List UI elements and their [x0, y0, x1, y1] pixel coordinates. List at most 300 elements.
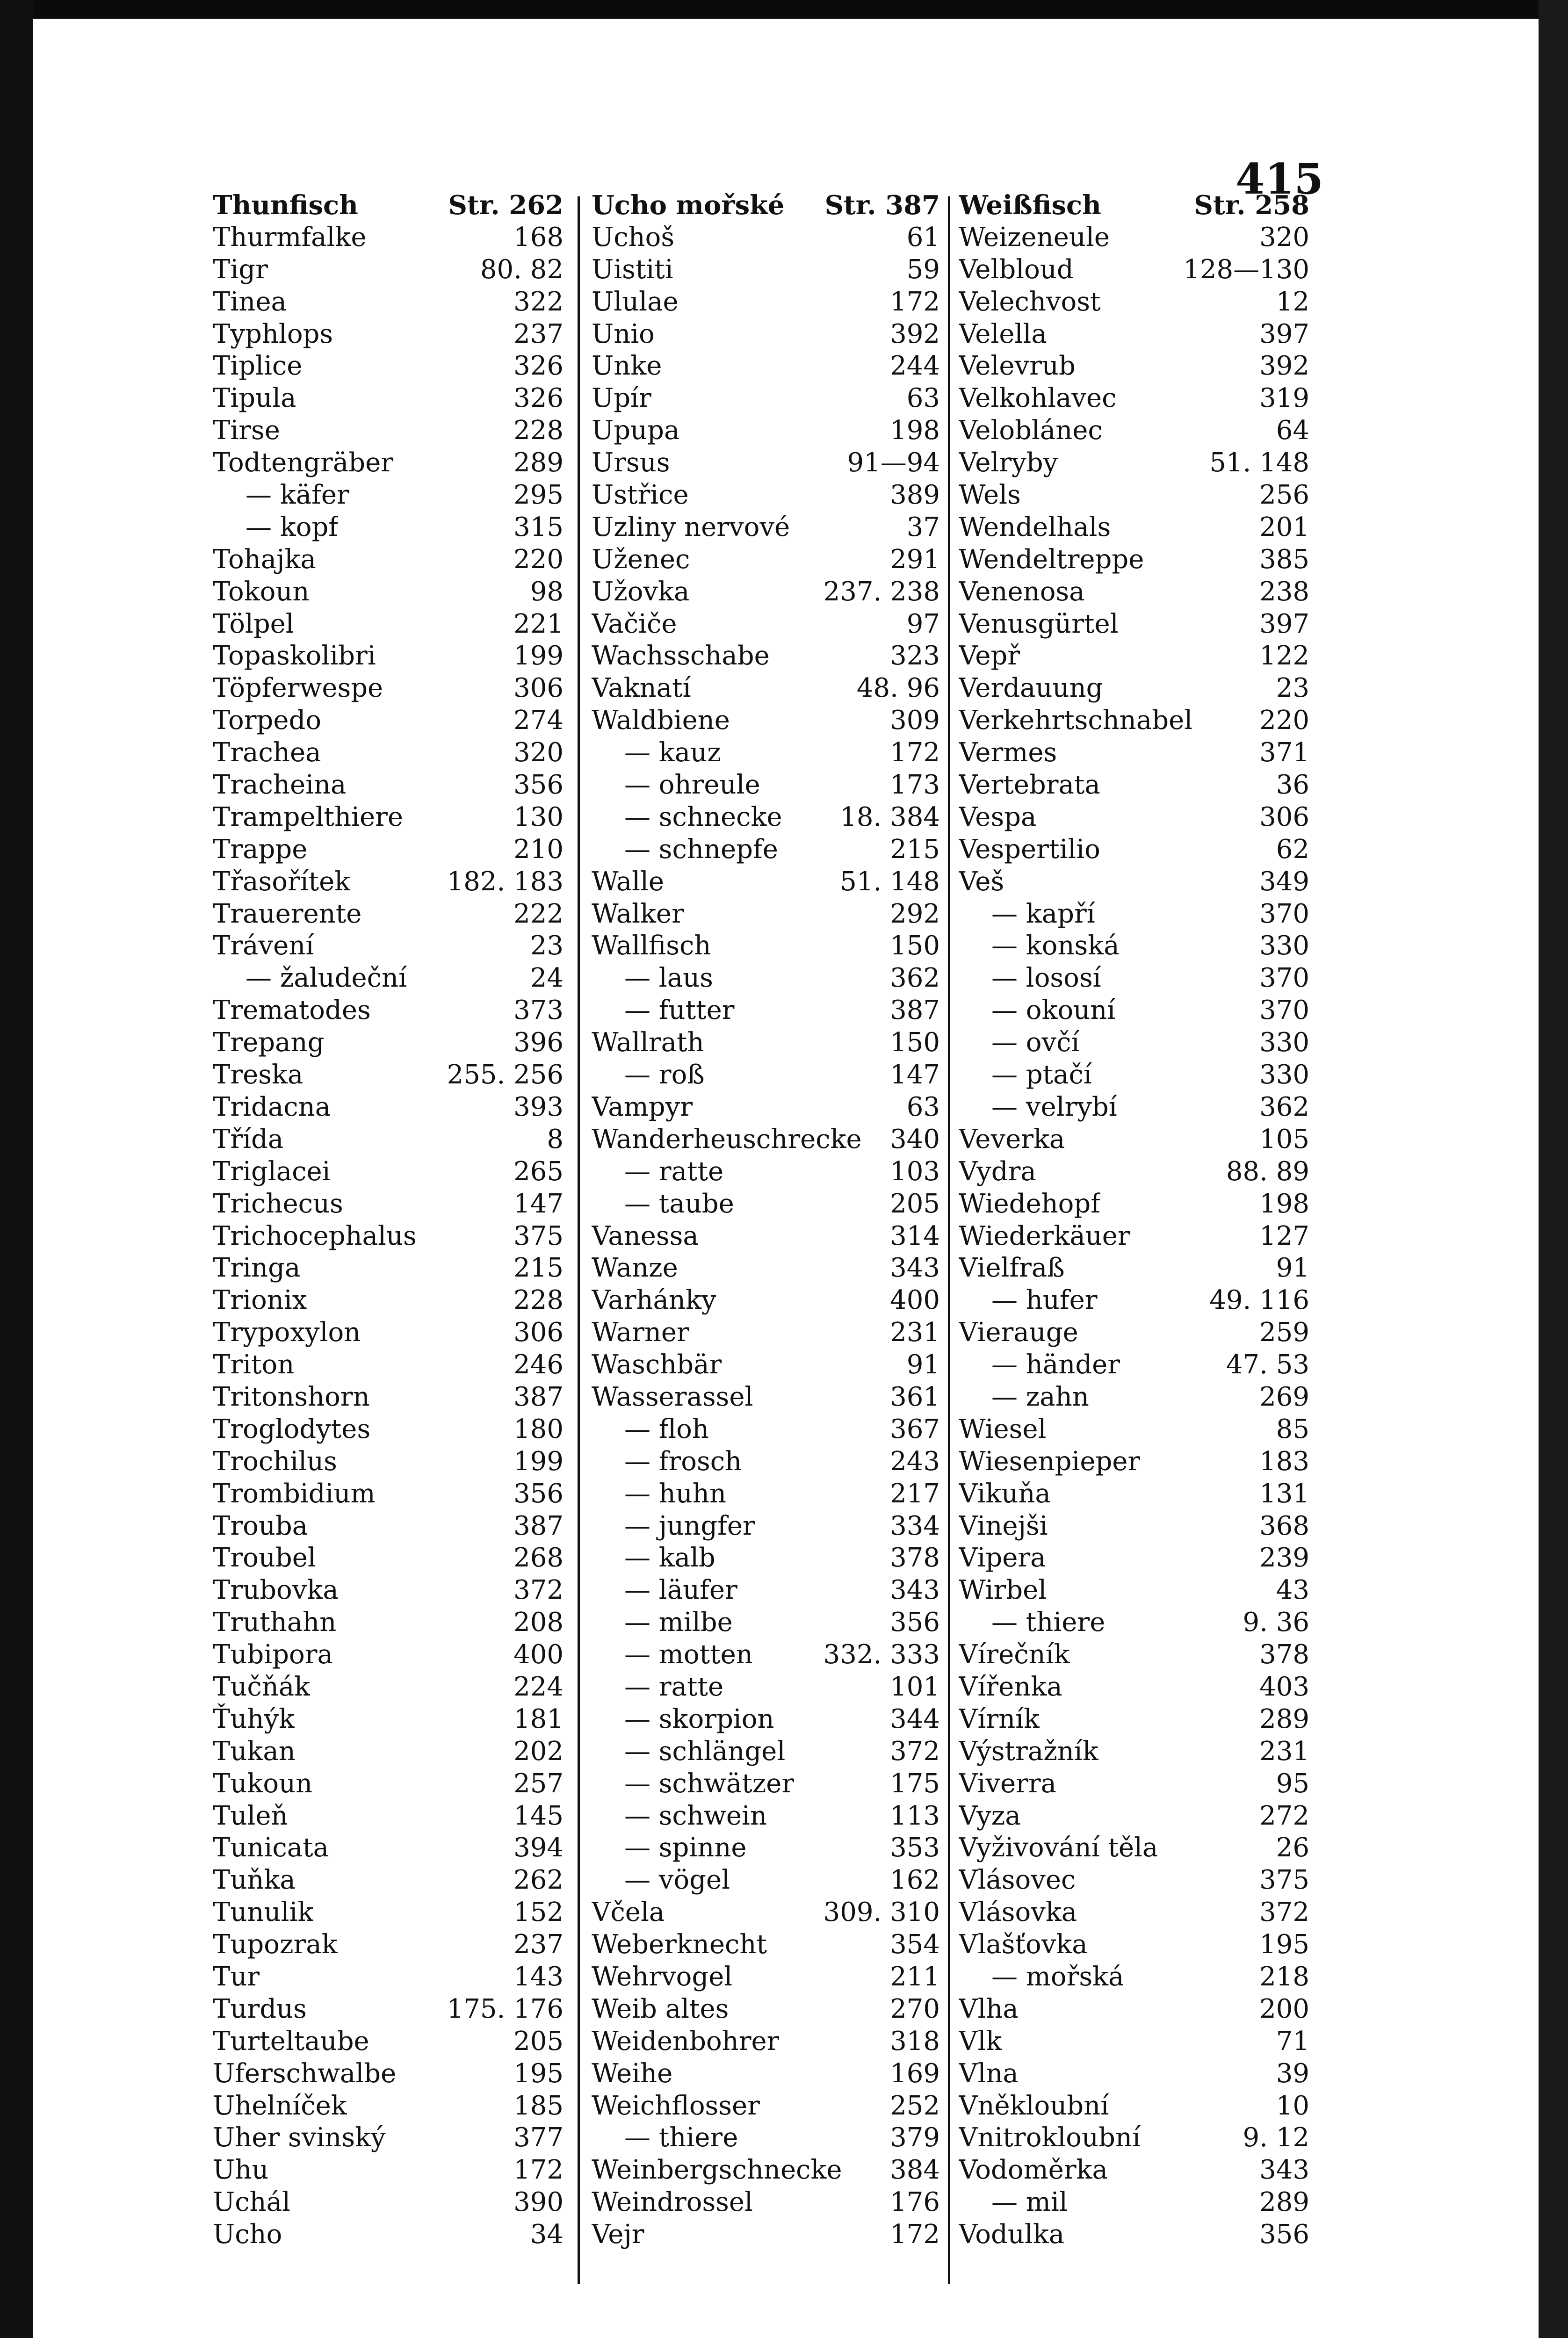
index-entry [959, 1124, 1309, 1156]
entry-term: Troubel [213, 1543, 316, 1573]
entry-term: — mořská [991, 1961, 1124, 1992]
index-entry [213, 1156, 564, 1188]
entry-term: Vačiče [592, 608, 677, 639]
index-entry [959, 447, 1309, 479]
entry-page-ref: 175. 176 [447, 1993, 564, 2024]
entry-term: Tunicata [213, 1833, 329, 1863]
index-entry [959, 1768, 1309, 1800]
entry-term: Vlašťovka [959, 1929, 1088, 1960]
entry-page-ref: 37 [906, 512, 940, 542]
entry-page-ref: 274 [513, 705, 564, 736]
entry-page-ref: 318 [890, 2026, 940, 2057]
index-entry [592, 930, 940, 962]
entry-term: Weidenbohrer [592, 2026, 780, 2057]
entry-term: Wendelhals [959, 512, 1111, 542]
entry-term: Wallrath [592, 1027, 704, 1058]
entry-page-ref: 343 [890, 1253, 940, 1284]
index-entry [959, 2122, 1309, 2154]
index-entry [592, 866, 940, 898]
entry-term: Tučňák [213, 1671, 311, 1702]
entry-page-ref: 199 [513, 1446, 564, 1477]
entry-term: Trombidium [213, 1478, 376, 1509]
index-entry [213, 2186, 564, 2219]
entry-term: Ťuhýk [213, 1703, 295, 1734]
entry-page-ref: 210 [513, 834, 564, 865]
index-entry [213, 1607, 564, 1639]
index-entry [959, 866, 1309, 898]
index-entry [213, 1349, 564, 1381]
index-entry [959, 1284, 1309, 1317]
index-entry [213, 1961, 564, 1993]
entry-page-ref: 393 [513, 1091, 564, 1122]
entry-term: Wiedehopf [959, 1188, 1100, 1219]
entry-page-ref: 211 [890, 1961, 940, 1992]
index-entry [213, 672, 564, 705]
entry-page-ref: 147 [890, 1060, 940, 1090]
index-entry [959, 382, 1309, 415]
entry-page-ref: 91—94 [847, 447, 940, 478]
entry-page-ref: 217 [890, 1478, 940, 1509]
index-entry [213, 1897, 564, 1929]
entry-page-ref: 372 [890, 1736, 940, 1767]
entry-page-ref: 97 [906, 608, 940, 639]
entry-term: Včela [592, 1897, 665, 1928]
entry-term: Trouba [213, 1510, 308, 1541]
index-entry [959, 1027, 1309, 1059]
entry-page-ref: 8 [547, 1124, 564, 1155]
index-entry [213, 1993, 564, 2026]
entry-term: Tohajka [213, 544, 316, 575]
entry-term: Thurmfalke [213, 222, 367, 253]
entry-page-ref: 269 [1259, 1381, 1309, 1412]
entry-term: Tridacna [213, 1091, 331, 1122]
entry-term: Vertebrata [959, 770, 1100, 801]
entry-page-ref: 309 [890, 705, 940, 736]
entry-page-ref: 62 [1276, 834, 1309, 865]
entry-page-ref: 122 [1259, 641, 1309, 671]
entry-term: Trampelthiere [213, 801, 404, 832]
index-entry [592, 544, 940, 576]
index-entry [213, 1574, 564, 1607]
entry-page-ref: 101 [890, 1671, 940, 1702]
entry-term: — thiere [624, 2122, 738, 2153]
entry-page-ref: 362 [890, 963, 940, 994]
entry-term: Velbloud [959, 254, 1074, 285]
entry-term: Tukoun [213, 1768, 313, 1799]
entry-term: Tinea [213, 286, 287, 317]
entry-term: Tuňka [213, 1865, 296, 1896]
index-entry [213, 1124, 564, 1156]
entry-term: Trepang [213, 1027, 325, 1058]
index-entry [213, 2154, 564, 2186]
index-entry [213, 1027, 564, 1059]
index-entry [592, 447, 940, 479]
entry-page-ref: 205 [890, 1188, 940, 1219]
entry-page-ref: 372 [1259, 1897, 1309, 1928]
entry-page-ref: 63 [906, 1091, 940, 1122]
index-entry [959, 1381, 1309, 1414]
index-entry [592, 1510, 940, 1543]
entry-term: Warner [592, 1317, 689, 1348]
index-entry [213, 1768, 564, 1800]
index-entry [213, 1671, 564, 1703]
scan-border-left [0, 0, 33, 2338]
entry-page-ref: 377 [513, 2122, 564, 2153]
entry-term: Tupozrak [213, 1929, 338, 1960]
index-entry [959, 1639, 1309, 1671]
entry-term: Ululae [592, 286, 679, 317]
entry-page-ref: 9. 12 [1243, 2122, 1309, 2153]
entry-term: Trávení [213, 931, 314, 961]
index-entry [959, 512, 1309, 544]
index-entry [959, 1800, 1309, 1833]
entry-page-ref: 10 [1276, 2090, 1309, 2121]
index-entry [592, 1381, 940, 1414]
entry-page-ref: 220 [1259, 705, 1309, 736]
index-entry [213, 1317, 564, 1349]
index-entry [592, 479, 940, 512]
entry-term: Torpedo [213, 705, 322, 736]
entry-term: Vejr [592, 2219, 644, 2250]
entry-page-ref: 198 [890, 415, 940, 446]
index-entry [213, 930, 564, 962]
entry-term: Thunfisch [213, 190, 358, 221]
index-entry [959, 1897, 1309, 1929]
entry-page-ref: 172 [890, 286, 940, 317]
scan-border-right [1539, 0, 1568, 2338]
entry-page-ref: 315 [513, 512, 564, 542]
entry-term: — milbe [624, 1607, 733, 1638]
index-entry [213, 222, 564, 254]
entry-term: Triton [213, 1349, 295, 1380]
entry-page-ref: 259 [1259, 1317, 1309, 1348]
index-entry [959, 672, 1309, 705]
index-entry [213, 608, 564, 641]
entry-page-ref: 292 [890, 898, 940, 929]
entry-page-ref: 221 [513, 608, 564, 639]
entry-term: — kauz [624, 737, 721, 768]
entry-term: Upupa [592, 415, 680, 446]
entry-page-ref: 323 [890, 641, 940, 671]
column-divider [578, 196, 580, 2284]
index-entry [959, 930, 1309, 962]
index-entry [592, 1993, 940, 2026]
index-entry [959, 1671, 1309, 1703]
index-entry [213, 640, 564, 672]
entry-page-ref: 255. 256 [447, 1060, 564, 1090]
entry-page-ref: 330 [1259, 1060, 1309, 1090]
entry-page-ref: 130 [513, 801, 564, 832]
entry-page-ref: 390 [513, 2187, 564, 2218]
entry-term: Vyza [959, 1800, 1021, 1831]
entry-term: Vlásovec [959, 1865, 1076, 1896]
entry-term: Vermes [959, 737, 1057, 768]
index-entry [959, 834, 1309, 866]
entry-page-ref: 200 [1259, 1993, 1309, 2024]
entry-term: Tritonshorn [213, 1381, 370, 1412]
entry-term: — käfer [246, 480, 349, 511]
entry-page-ref: 392 [890, 318, 940, 349]
entry-term: Velkohlavec [959, 383, 1117, 414]
index-entry [213, 1542, 564, 1574]
entry-page-ref: 49. 116 [1209, 1285, 1309, 1316]
entry-page-ref: 400 [890, 1285, 940, 1316]
entry-term: Vikuňa [959, 1478, 1051, 1509]
entry-term: — konská [991, 931, 1120, 961]
index-entry [213, 1639, 564, 1671]
index-entry [959, 1574, 1309, 1607]
index-entry [592, 769, 940, 801]
index-entry [592, 995, 940, 1027]
index-entry [592, 2026, 940, 2058]
entry-page-ref: 105 [1259, 1124, 1309, 1155]
entry-term: Tubipora [213, 1639, 333, 1670]
entry-page-ref: 361 [890, 1381, 940, 1412]
entry-page-ref: 51. 148 [1209, 447, 1309, 478]
entry-term: Tringa [213, 1253, 301, 1284]
entry-page-ref: 36 [1276, 770, 1309, 801]
entry-page-ref: 24 [530, 963, 564, 994]
entry-term: Weindrossel [592, 2187, 753, 2218]
entry-page-ref: 356 [513, 770, 564, 801]
entry-term: Vlk [959, 2026, 1002, 2057]
entry-term: Tur [213, 1961, 260, 1992]
index-entry [213, 1284, 564, 1317]
entry-page-ref: 131 [1259, 1478, 1309, 1509]
index-entry [959, 576, 1309, 608]
entry-term: Ucho mořské [592, 190, 785, 221]
entry-page-ref: 169 [890, 2058, 940, 2089]
entry-page-ref: 343 [890, 1575, 940, 1606]
entry-term: Tölpel [213, 608, 294, 639]
entry-term: Verkehrtschnabel [959, 705, 1193, 736]
index-entry [592, 512, 940, 544]
entry-term: Vírečník [959, 1639, 1070, 1670]
index-column-3 [959, 189, 1309, 2251]
entry-page-ref: 127 [1259, 1220, 1309, 1251]
entry-term: Typhlops [213, 318, 333, 349]
index-entry [959, 898, 1309, 931]
entry-page-ref: 231 [1259, 1736, 1309, 1767]
entry-page-ref: 257 [513, 1768, 564, 1799]
entry-page-ref: 182. 183 [447, 866, 564, 897]
entry-page-ref: 47. 53 [1226, 1349, 1309, 1380]
index-entry [959, 286, 1309, 318]
entry-page-ref: 59 [906, 254, 940, 285]
entry-page-ref: 175 [890, 1768, 940, 1799]
index-entry [959, 2186, 1309, 2219]
entry-page-ref: 243 [890, 1446, 940, 1477]
entry-page-ref: 332. 333 [823, 1639, 940, 1670]
entry-page-ref: 147 [513, 1188, 564, 1219]
entry-page-ref: 180 [513, 1414, 564, 1444]
entry-page-ref: 222 [513, 898, 564, 929]
entry-page-ref: 23 [1276, 673, 1309, 704]
entry-term: Verdauung [959, 673, 1103, 704]
index-entry [959, 1059, 1309, 1091]
entry-page-ref: 195 [1259, 1929, 1309, 1960]
entry-page-ref: 362 [1259, 1091, 1309, 1122]
entry-term: Uzliny nervové [592, 512, 790, 542]
index-entry [213, 1414, 564, 1446]
entry-term: Výstražník [959, 1736, 1098, 1767]
entry-term: Walle [592, 866, 665, 897]
entry-term: Veš [959, 866, 1004, 897]
entry-page-ref: 43 [1276, 1575, 1309, 1606]
entry-term: — spinne [624, 1833, 747, 1863]
entry-page-ref: 394 [513, 1833, 564, 1863]
entry-term: Wehrvogel [592, 1961, 733, 1992]
column-divider [948, 196, 950, 2284]
index-entry [959, 479, 1309, 512]
entry-page-ref: 356 [890, 1607, 940, 1638]
index-entry [959, 415, 1309, 447]
index-entry [959, 1929, 1309, 1961]
entry-term: Vlha [959, 1993, 1019, 2024]
entry-page-ref: 208 [513, 1607, 564, 1638]
entry-page-ref: 143 [513, 1961, 564, 1992]
entry-page-ref: 400 [513, 1639, 564, 1670]
entry-term: Třída [213, 1124, 284, 1155]
index-entry [592, 1736, 940, 1768]
entry-page-ref: 372 [513, 1575, 564, 1606]
entry-term: Velevrub [959, 351, 1076, 382]
index-entry [959, 1317, 1309, 1349]
index-entry [592, 1897, 940, 1929]
index-entry [213, 1478, 564, 1510]
entry-term: Vyživování těla [959, 1833, 1158, 1863]
entry-term: Ustřice [592, 480, 689, 511]
index-entry [959, 995, 1309, 1027]
entry-term: Vespertilio [959, 834, 1100, 865]
index-entry [213, 1800, 564, 1833]
entry-page-ref: 244 [890, 351, 940, 382]
index-entry [213, 2058, 564, 2090]
index-entry [592, 1156, 940, 1188]
index-entry [213, 286, 564, 318]
index-entry [592, 1768, 940, 1800]
entry-page-ref: 39 [1276, 2058, 1309, 2089]
entry-term: Wiesel [959, 1414, 1047, 1444]
index-entry [213, 189, 564, 222]
entry-term: Tunulik [213, 1897, 314, 1928]
entry-term: Weißfisch [959, 190, 1101, 221]
entry-term: Wendeltreppe [959, 544, 1144, 575]
entry-page-ref: 18. 384 [840, 801, 940, 832]
entry-page-ref: 289 [1259, 2187, 1309, 2218]
entry-page-ref: 344 [890, 1703, 940, 1734]
index-entry [959, 1252, 1309, 1284]
entry-term: — schnepfe [624, 834, 778, 865]
index-entry [592, 1607, 940, 1639]
entry-term: Vinejši [959, 1510, 1048, 1541]
index-entry [592, 2154, 940, 2186]
index-column-1 [213, 189, 564, 2251]
index-entry [592, 1220, 940, 1253]
index-entry [213, 1832, 564, 1864]
entry-term: Weinbergschnecke [592, 2155, 842, 2186]
index-entry [213, 350, 564, 382]
entry-page-ref: 228 [513, 415, 564, 446]
entry-term: Vaknatí [592, 673, 691, 704]
entry-page-ref: 238 [1259, 576, 1309, 607]
entry-page-ref: 387 [513, 1381, 564, 1412]
entry-term: Wasserassel [592, 1381, 753, 1412]
entry-term: Weib altes [592, 1993, 729, 2024]
index-entry [213, 1381, 564, 1414]
entry-term: Tukan [213, 1736, 296, 1767]
index-entry [959, 2090, 1309, 2122]
index-entry [592, 1639, 940, 1671]
index-entry [959, 1188, 1309, 1220]
entry-term: — ratte [624, 1156, 724, 1187]
entry-term: Třasořítek [213, 866, 351, 897]
index-entry [213, 1091, 564, 1124]
entry-page-ref: 113 [890, 1800, 940, 1831]
entry-term: — žaludeční [246, 963, 407, 994]
entry-page-ref: 289 [513, 447, 564, 478]
entry-page-ref: 306 [1259, 801, 1309, 832]
index-entry [592, 2090, 940, 2122]
entry-page-ref: 319 [1259, 383, 1309, 414]
entry-term: Trypoxylon [213, 1317, 361, 1348]
entry-term: Vampyr [592, 1091, 693, 1122]
index-entry [959, 1220, 1309, 1253]
entry-term: — ovčí [991, 1027, 1080, 1058]
entry-term: Vydra [959, 1156, 1036, 1187]
index-entry [213, 769, 564, 801]
index-entry [213, 2090, 564, 2122]
index-entry [592, 2122, 940, 2154]
entry-page-ref: 71 [1276, 2026, 1309, 2057]
index-entry [213, 479, 564, 512]
entry-page-ref: 322 [513, 286, 564, 317]
entry-term: Troglodytes [213, 1414, 371, 1444]
entry-page-ref: 172 [513, 2155, 564, 2186]
entry-page-ref: 198 [1259, 1188, 1309, 1219]
entry-page-ref: 320 [513, 737, 564, 768]
entry-term: Walker [592, 898, 684, 929]
index-entry [213, 2122, 564, 2154]
entry-term: Ursus [592, 447, 670, 478]
entry-term: Truthahn [213, 1607, 337, 1638]
entry-page-ref: 173 [890, 770, 940, 801]
entry-term: Wiesenpieper [959, 1446, 1141, 1477]
index-entry [592, 2186, 940, 2219]
entry-term: Turteltaube [213, 2026, 369, 2057]
entry-page-ref: 314 [890, 1220, 940, 1251]
entry-term: — zahn [991, 1381, 1089, 1412]
index-entry [959, 1091, 1309, 1124]
entry-term: Veverka [959, 1124, 1065, 1155]
entry-term: Vanessa [592, 1220, 699, 1251]
entry-term: — schwein [624, 1800, 767, 1831]
entry-term: Viverra [959, 1768, 1057, 1799]
index-entry [959, 222, 1309, 254]
index-entry [592, 1188, 940, 1220]
index-entry [213, 576, 564, 608]
entry-page-ref: 128—130 [1183, 254, 1309, 285]
entry-term: Trichocephalus [213, 1220, 417, 1251]
index-entry [213, 1864, 564, 1897]
index-entry [213, 1446, 564, 1478]
index-entry [592, 382, 940, 415]
entry-term: Trichecus [213, 1188, 343, 1219]
entry-term: Tiplice [213, 351, 303, 382]
index-entry [213, 737, 564, 769]
entry-page-ref: 252 [890, 2090, 940, 2121]
entry-term: — huhn [624, 1478, 727, 1509]
